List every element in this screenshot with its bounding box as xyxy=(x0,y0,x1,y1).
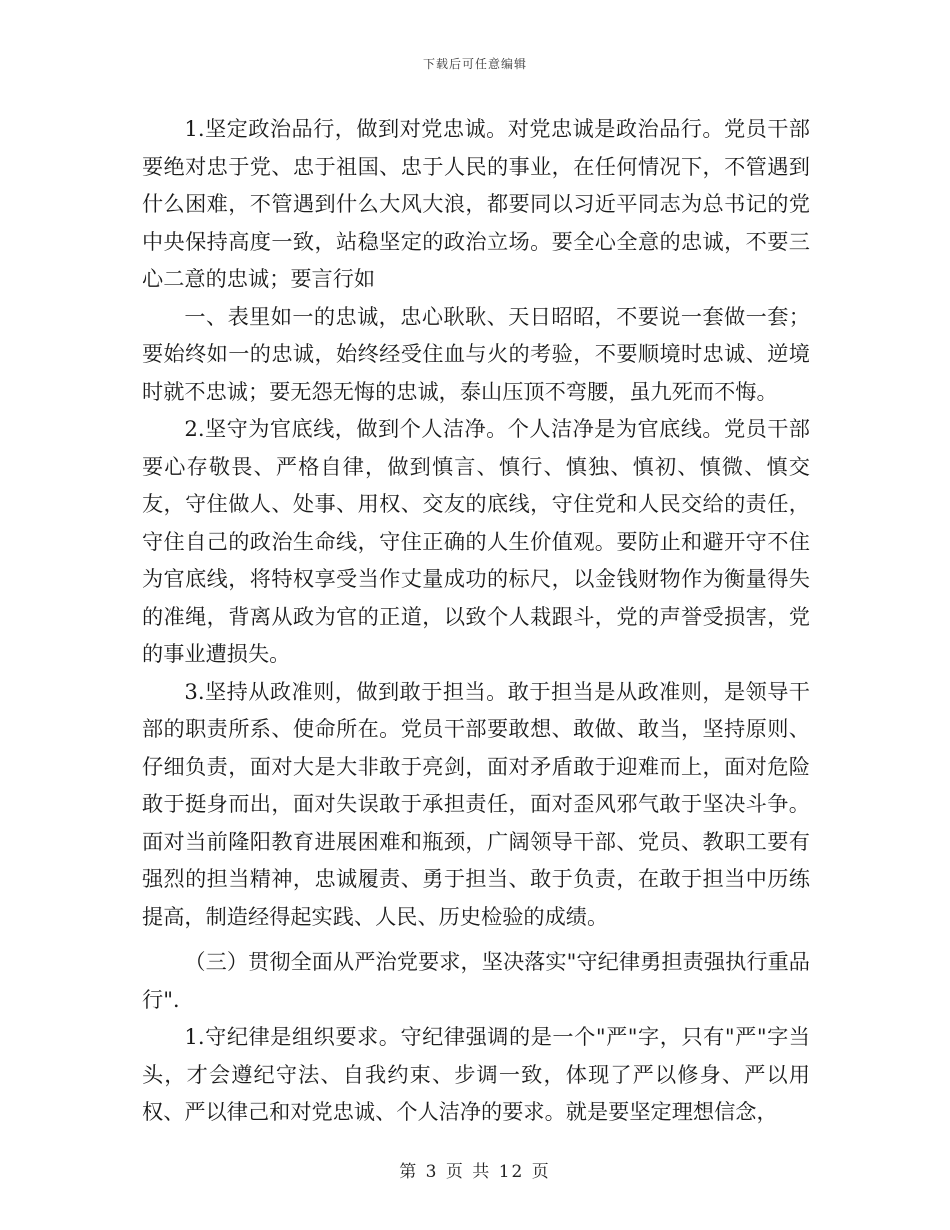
paragraph-integrity: 2.坚守为官底线，做到个人洁净。个人洁净是为官底线。党员干部要心存敬畏、严格自律，做到慎言、慎行、慎独、慎初、慎微、慎交友，守住做人、处事、用权、交友的底线，守住党和人民交给的责任，守住自己的政治生命线，守住正确的人生价值观。要防止和避开守不住为官底线，将特权享受当作丈量成功的标尺，以金钱财物作为衡量得失的准绳，背离从政为官的正道，以致个人栽跟斗，党的声誉受损害，党的事业遭损失。 xyxy=(142,416,810,666)
page-footer: 第 3 页 共 12 页 xyxy=(399,1162,551,1182)
page-header: 下载后可任意编辑 xyxy=(422,57,527,71)
paragraph-discipline: 1.守纪律是组织要求。守纪律强调的是一个"严"字，只有"严"字当头，才会遵纪守法、自我约束、步调一致，体现了严以修身、严以用权、严以律己和对党忠诚、个人洁净的要求。就是要坚定理想信念， xyxy=(142,1024,810,1124)
document-body xyxy=(142,110,810,1131)
paragraph-consistency: 一、表里如一的忠诚，忠心耿耿、天日昭昭，不要说一套做一套；要始终如一的忠诚，始终经受住血与火的考验，不要顺境时忠诚、逆境时就不忠诚；要无怨无悔的忠诚，泰山压顶不弯腰，虽九死而不悔。 xyxy=(142,303,810,404)
section-heading-three: （三）贯彻全面从严治党要求，坚决落实"守纪律勇担责强执行重品行". xyxy=(142,949,810,1012)
paragraph-loyalty: 1.坚定政治品行，做到对党忠诚。对党忠诚是政治品行。党员干部要绝对忠于党、忠于祖国、忠于人民的事业，在任何情况下，不管遇到什么困难，不管遇到什么大风大浪，都要同以习近平同志为总书记的党中央保持高度一致，站稳坚定的政治立场。要全心全意的忠诚，不要三心二意的忠诚；要言行如 xyxy=(142,116,810,291)
paragraph-responsibility: 3.坚持从政准则，做到敢于担当。敢于担当是从政准则，是领导干部的职责所系、使命所在。党员干部要敢想、敢做、敢当，坚持原则、仔细负责，面对大是大非敢于亮剑，面对矛盾敢于迎难而上，面对危险敢于挺身而出，面对失误敢于承担责任，面对歪风邪气敢于坚决斗争。面对当前隆阳教育进展困难和瓶颈，广阔领导干部、党员、教职工要有强烈的担当精神，忠诚履责、勇于担当、敢于负责，在敢于担当中历练提高，制造经得起实践、人民、历史检验的成绩。 xyxy=(142,678,810,929)
